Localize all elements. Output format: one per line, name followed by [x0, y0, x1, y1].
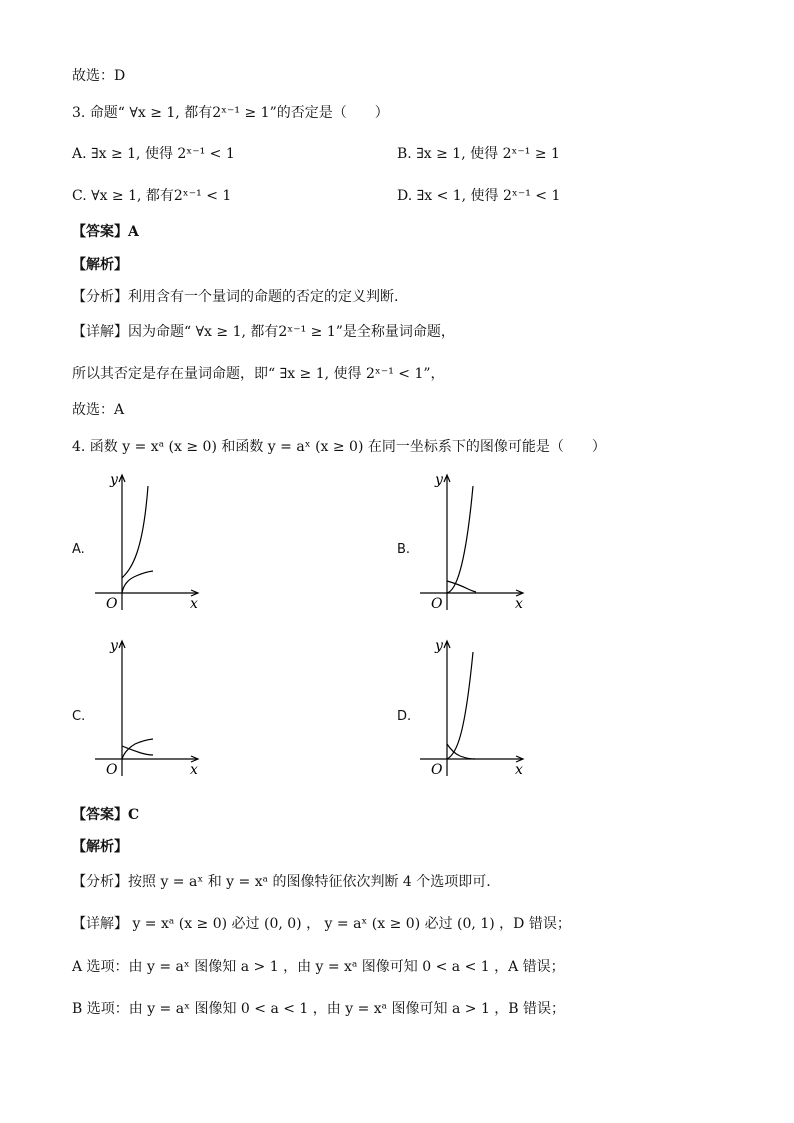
q4-graph-d	[415, 638, 535, 778]
q3-fenxi: 【分析】利用含有一个量词的命题的否定的定义判断.	[72, 289, 399, 305]
q3-option-c: C. ∀x ≥ 1, 都有2ˣ⁻¹ < 1	[72, 188, 232, 204]
q4-analysis-heading: 【解析】	[72, 839, 128, 855]
exponential-decay-curve	[447, 744, 475, 759]
power-curve	[447, 652, 473, 759]
q4-option-b-analysis: B 选项：由 y = aˣ 图像知 0 < a < 1 ，由 y = xᵃ 图像可知 a > 1 ，B 错误；	[72, 1001, 566, 1017]
q4-fenxi: 【分析】按照 y = aˣ 和 y = xᵃ 的图像特征依次判断 4 个选项即可.	[72, 874, 491, 890]
q4-graph-a	[90, 472, 210, 612]
q4-graph-b	[415, 472, 535, 612]
y-axis-label: y	[110, 472, 118, 488]
origin-label: O	[106, 596, 118, 612]
y-axis-label: y	[435, 472, 443, 488]
origin-label: O	[106, 762, 118, 778]
q4-graph-label-a: A.	[72, 542, 85, 557]
power-curve	[447, 486, 473, 593]
power-curve	[122, 571, 153, 593]
y-axis-label: y	[435, 638, 443, 654]
q4-stem: 4. 函数 y = xᵃ (x ≥ 0) 和函数 y = aˣ (x ≥ 0) 在同一坐标系下的图像可能是（ ）	[72, 439, 606, 455]
origin-label: O	[431, 596, 443, 612]
x-axis-label: x	[515, 596, 523, 612]
q4-option-a-analysis: A 选项：由 y = aˣ 图像知 a > 1 ，由 y = xᵃ 图像可知 0 < a < 1 ，A 错误；	[72, 959, 565, 975]
q3-option-a: A. ∃x ≥ 1, 使得 2ˣ⁻¹ < 1	[72, 146, 235, 162]
q3-answer: 【答案】A	[72, 224, 139, 240]
q4-graph-label-d: D.	[397, 709, 412, 724]
power-curve	[122, 739, 153, 759]
q3-option-b: B. ∃x ≥ 1, 使得 2ˣ⁻¹ ≥ 1	[397, 146, 560, 162]
q4-xiangjie: 【详解】 y = xᵃ (x ≥ 0) 必过 (0, 0) ， y = aˣ (x ≥ 0) 必过 (0, 1) ，D 错误；	[72, 916, 571, 932]
q4-graph-label-c: C.	[72, 709, 86, 724]
q4-answer: 【答案】C	[72, 807, 140, 823]
q3-option-d: D. ∃x < 1, 使得 2ˣ⁻¹ < 1	[397, 188, 561, 204]
origin-label: O	[431, 762, 443, 778]
q3-xiangjie-line1: 【详解】因为命题“ ∀x ≥ 1, 都有2ˣ⁻¹ ≥ 1”是全称量词命题，	[72, 324, 455, 340]
q3-stem: 3. 命题“ ∀x ≥ 1, 都有2ˣ⁻¹ ≥ 1”的否定是（ ）	[72, 105, 389, 121]
y-axis-label: y	[110, 638, 118, 654]
exponential-curve	[122, 486, 148, 578]
x-axis-label: x	[190, 596, 198, 612]
q4-graph-label-b: B.	[397, 542, 411, 557]
q3-xiangjie-line2: 所以其否定是存在量词命题，即“ ∃x ≥ 1, 使得 2ˣ⁻¹ < 1”，	[72, 366, 445, 382]
q3-conclusion: 故选：A	[72, 402, 125, 418]
q4-graph-c	[90, 638, 210, 778]
x-axis-label: x	[515, 762, 523, 778]
previous-conclusion: 故选：D	[72, 68, 126, 84]
x-axis-label: x	[190, 762, 198, 778]
q3-analysis-heading: 【解析】	[72, 257, 128, 273]
